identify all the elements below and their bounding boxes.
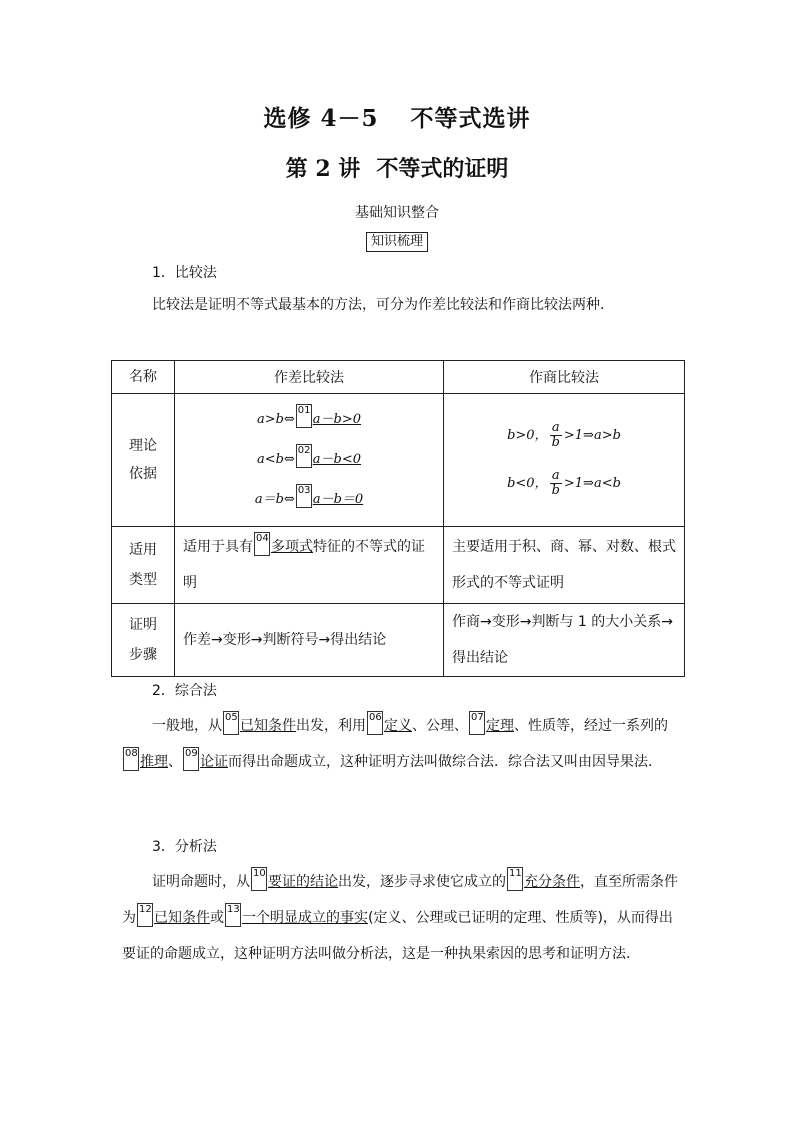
fraction-denominator: b [551,435,560,450]
answer-text: 已知条件 [154,910,210,926]
steps-ratio-cell [444,604,685,677]
box-label-wrap [0,230,794,252]
s3-text5: (定义、公理或已证明的定理、性质等)，从而得出要证的命题成立，这种证明方法叫做分析法，这是一种执果索因的思考和证明方法． [122,910,673,962]
lesson-number: 第 2 讲 [285,156,361,182]
answer-text: a－b>0 [312,412,362,427]
ratio-neg-rest: >1⇒a<b [563,476,621,491]
s3-text2: 出发，逐步寻求使它成立的 [338,874,506,890]
section2-heading: 2．综合法 [152,683,217,699]
blank-number-box [223,711,239,735]
s2-text4: 、性质等，经过一系列的 [514,718,668,734]
answer-text: 多项式 [271,539,313,555]
blank-number-box [296,484,312,508]
section1-heading: 1．比较法 [152,265,217,281]
diff-line-lt [175,440,443,480]
type-diff-cell [175,527,444,604]
header-diff-cell: 作差比较法 [175,361,444,394]
lesson-name: 不等式的证明 [376,156,509,182]
answer-text: 论证 [200,754,228,770]
steps-label-text: 证明步骤 [128,617,157,663]
fraction-numerator: a [550,469,562,484]
blank-number-box [469,711,485,735]
ratio-pos-cond: b>0， [507,428,548,443]
answer-text: a－b＝0 [312,492,364,507]
chapter-title [0,100,794,133]
type-ratio-text: 主要适用于积、商、幂、对数、根式形式的不等式证明 [452,539,676,591]
knowledge-box-label: 知识梳理 [366,232,428,252]
row-label-type [112,527,175,604]
steps-diff-text: 作差→变形→判断符号→得出结论 [183,632,387,648]
section1-text: 比较法是证明不等式最基本的方法，可分为作差比较法和作商比较法两种． [152,297,614,313]
s3-text3: ，直至所需条件为 [122,874,678,926]
ratio-line-neg [444,460,684,508]
section1-paragraph [122,287,682,323]
diff-line-eq [175,480,443,520]
blank-number: 06 [369,712,382,723]
blank-number-box [296,444,312,468]
chapter-number: 选修 4－5 [263,105,379,132]
s2-text6: 而得出命题成立，这种证明方法叫做综合法．综合法又叫由因导果法． [228,754,662,770]
s3-text1: 证明命题时，从 [152,874,250,890]
blank-number-box [296,404,312,428]
diff-line-gt [175,400,443,440]
theory-diff-cell [175,394,444,527]
row-label-steps [112,604,175,677]
theory-label-text: 理论依据 [128,438,157,482]
blank-number: 12 [139,904,152,915]
fraction [550,421,562,450]
type-label-text: 适用类型 [128,542,157,588]
chapter-name: 不等式选讲 [410,105,531,132]
fraction-numerator: a [550,421,562,436]
blank-number: 02 [297,445,311,456]
table-row-steps [112,604,685,677]
blank-number-box [254,532,270,556]
blank-number-box [137,903,153,927]
steps-ratio-text: 作商→变形→判断与 1 的大小关系→得出结论 [452,614,673,666]
blank-number: 09 [185,748,198,759]
steps-diff-cell [175,604,444,677]
answer-text: 已知条件 [240,718,296,734]
blank-number: 03 [297,485,311,496]
comparison-table [111,360,685,677]
blank-number: 05 [225,712,238,723]
blank-number-box [507,867,523,891]
ratio-line-pos [444,412,684,460]
blank-number: 13 [227,904,240,915]
answer-text: 一个明显成立的事实 [242,910,368,926]
s2-text3: 、公理、 [412,718,468,734]
blank-number-box [225,903,241,927]
section3-paragraph [122,864,682,972]
header-name-cell: 名称 [112,361,175,394]
blank-number: 11 [509,868,522,879]
table-row-type [112,527,685,604]
row-label-theory [112,394,175,527]
section2-paragraph [122,708,682,780]
lesson-title [0,152,794,183]
table-header-row [112,361,685,394]
s2-text1: 一般地，从 [152,718,222,734]
blank-number-box [367,711,383,735]
answer-text: a－b<0 [312,452,362,467]
s2-text5: 、 [168,754,182,770]
answer-text: 推理 [140,754,168,770]
blank-number-box [251,867,267,891]
blank-number: 01 [297,405,311,416]
section3-heading: 3．分析法 [152,839,217,855]
type-diff-pre: 适用于具有 [183,539,253,555]
answer-text: 充分条件 [524,874,580,890]
theory-ratio-cell [444,394,685,527]
fraction-denominator: b [551,483,560,498]
section-subtitle: 基础知识整合 [355,205,439,221]
blank-number-box [123,747,139,771]
s2-text2: 出发，利用 [296,718,366,734]
type-ratio-cell [444,527,685,604]
diff-lt-lhs: a<b⇔ [256,452,295,467]
blank-number-box [183,747,199,771]
s3-text4: 或 [210,910,224,926]
diff-eq-lhs: a＝b⇔ [254,492,295,507]
answer-text: 定义 [384,718,412,734]
ratio-neg-cond: b<0， [507,476,548,491]
diff-gt-lhs: a>b⇔ [256,412,295,427]
type-diff-post: 特征的不等式的证明 [183,539,425,591]
blank-number: 08 [125,748,138,759]
type-diff-text [175,529,443,601]
fraction [550,469,562,498]
blank-number: 04 [256,533,269,544]
answer-text: 要证的结论 [268,874,338,890]
answer-text: 定理 [486,718,514,734]
header-ratio-cell: 作商比较法 [444,361,685,394]
ratio-pos-rest: >1⇒a>b [563,428,621,443]
blank-number: 10 [253,868,266,879]
blank-number: 07 [471,712,484,723]
table-row-theory [112,394,685,527]
